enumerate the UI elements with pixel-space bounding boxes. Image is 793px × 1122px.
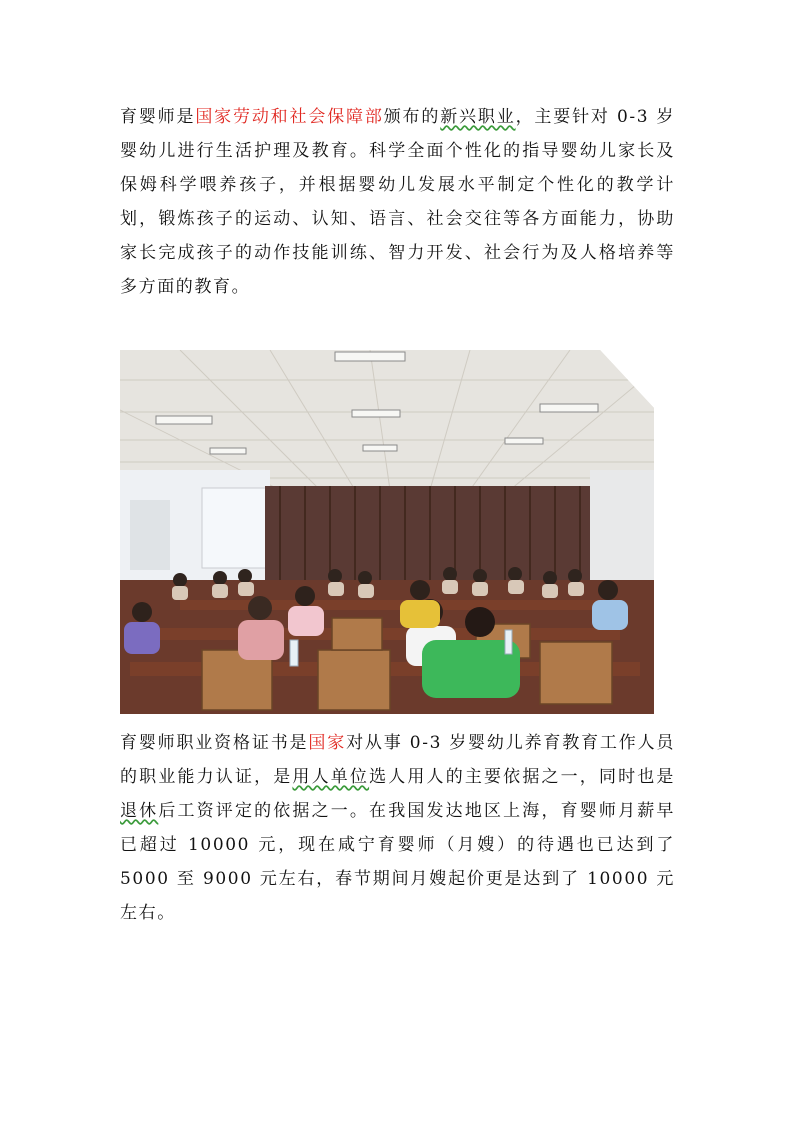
nation-link[interactable]: 国家	[308, 733, 347, 753]
p2-text-3: 对从事 0-3 岁婴幼儿养育教育工作人员的职业能力认证，是	[120, 733, 676, 787]
p1-text-5: ，主要针对 0-3 岁婴幼儿进行生活护理及教育。科学全面个性化的指导婴幼儿家长及保姆科学喂养孩子，并根据婴幼儿发展水平制定个性化的教学计划，锻炼孩子的运动、认知、语言、社会交往等各方面能力，协助家长完成孩子的动作技能训练、智力开发、社会行为及人格培养等多方面的教育。	[120, 107, 675, 297]
certificate-paragraph	[120, 726, 675, 930]
new-profession-term: 新兴职业	[440, 107, 516, 127]
p1-text-3: 颁布的	[383, 107, 441, 127]
intro-paragraph	[120, 100, 675, 304]
p2-text-5: 选人用人的主要依据之一，同时也是	[369, 767, 676, 787]
classroom-photo	[120, 350, 654, 714]
p1-text-1: 育婴师是	[120, 107, 196, 127]
retirement-term: 退休	[120, 801, 159, 821]
ministry-link[interactable]: 国家劳动和社会保障部	[195, 107, 384, 127]
employer-term: 用人单位	[292, 767, 370, 787]
p2-text-7: 后工资评定的依据之一。在我国发达地区上海，育婴师月薪早已超过 10000 元，现在咸宁育婴师（月嫂）的待遇也已达到了 5000 至 9000 元左右，春节期间月嫂起价更是达到了 10000 元左右。	[120, 801, 676, 923]
p2-text-1: 育婴师职业资格证书是	[120, 733, 309, 753]
